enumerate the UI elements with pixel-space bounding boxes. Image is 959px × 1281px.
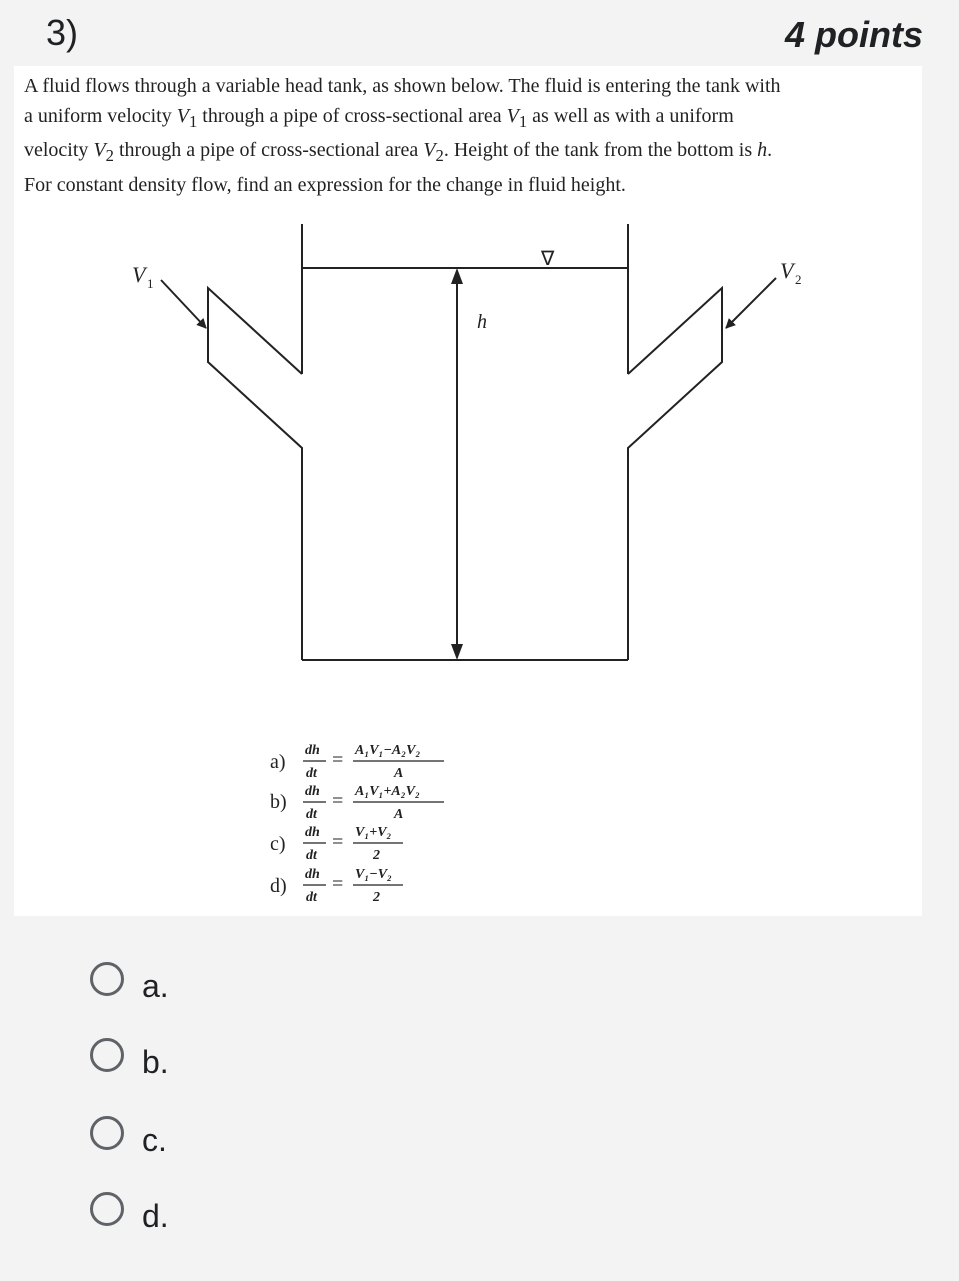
free-surface-symbol: ∇ [541, 248, 555, 270]
prompt-line-3b: through a pipe of cross-sectional area [113, 139, 424, 161]
option-c-label: c. [142, 1122, 167, 1158]
option-b[interactable] [90, 1036, 169, 1080]
prompt-line-4: For constant density flow, find an expression for the change in fluid height. [24, 173, 626, 196]
option-a[interactable] [90, 960, 169, 1004]
question-number: 3) [46, 12, 79, 53]
prompt-v1-sub: 1 [188, 111, 198, 131]
prompt-v1b-sub: 1 [518, 111, 528, 131]
equation-d [270, 867, 403, 905]
height-arrow-bottom [451, 644, 463, 660]
option-d[interactable] [90, 1190, 169, 1234]
tank-outline [161, 224, 776, 660]
question-points: 4 points [784, 14, 923, 55]
label-v2-sub: 2 [795, 272, 802, 287]
eq-c-letter: c) [270, 833, 286, 855]
prompt-line-1: A fluid flows through a variable head tank, as shown below. The fluid is entering the tank with [24, 75, 781, 97]
prompt-h: h [757, 139, 768, 161]
eq-d-letter: d) [270, 875, 287, 897]
prompt-v2b: V [423, 139, 436, 161]
prompt-v1b: V [506, 104, 519, 127]
radio-circle-icon[interactable] [90, 1116, 124, 1150]
prompt-line-3d: . [767, 139, 773, 161]
prompt-v2: V [93, 139, 106, 161]
eq-d-equals: = [332, 873, 344, 895]
prompt-v2b-sub: 2 [435, 146, 444, 165]
label-v2: V [780, 258, 794, 283]
prompt-line-2c: as well as with a uniform [527, 104, 734, 127]
eq-c-equals: = [332, 831, 344, 853]
equation-c [270, 825, 403, 863]
eq-d-rhs-den: 2 [373, 890, 380, 905]
eq-c-lhs-num: dh [305, 825, 320, 840]
option-d-label: d. [142, 1198, 169, 1234]
label-v1: V [132, 262, 146, 287]
option-c[interactable] [90, 1114, 167, 1158]
prompt-line-3a: velocity [24, 139, 94, 161]
prompt-v1: V [176, 104, 189, 127]
eq-a-rhs-den: A [394, 766, 404, 781]
label-v1-sub: 1 [147, 276, 154, 291]
v2-arrow [726, 278, 776, 328]
eq-b-letter: b) [270, 791, 287, 813]
option-b-label: b. [142, 1044, 169, 1080]
left-inlet-pipe [208, 288, 302, 660]
radio-circle-icon[interactable] [90, 1038, 124, 1072]
height-arrow-top [451, 268, 463, 284]
eq-c-lhs-den: dt [306, 848, 317, 863]
eq-b-lhs-den: dt [306, 807, 317, 822]
eq-a-lhs-den: dt [306, 766, 317, 781]
prompt-line-2a: a uniform velocity [24, 104, 177, 127]
radio-circle-icon[interactable] [90, 1192, 124, 1226]
label-h: h [477, 311, 487, 333]
eq-d-lhs-num: dh [305, 867, 320, 882]
eq-d-lhs-den: dt [306, 890, 317, 905]
prompt-v2-sub: 2 [105, 146, 114, 165]
prompt-line-2b: through a pipe of cross-sectional area [197, 104, 507, 127]
eq-a-lhs-num: dh [305, 743, 320, 758]
eq-c-rhs-den: 2 [373, 848, 380, 863]
prompt-line-3c: . Height of the tank from the bottom is [443, 139, 758, 161]
question-image-card [14, 66, 922, 916]
right-inlet-pipe [628, 288, 722, 660]
eq-b-rhs-den: A [394, 807, 404, 822]
equation-a [270, 743, 444, 781]
eq-a-letter: a) [270, 751, 286, 773]
option-a-label: a. [142, 968, 169, 1004]
eq-a-rhs-num: A₁V₁−A₂V₂ [355, 743, 421, 758]
eq-b-equals: = [332, 790, 344, 812]
eq-d-rhs-num: V₁−V₂ [355, 867, 392, 882]
tank-diagram [14, 66, 922, 916]
eq-c-rhs-num: V₁+V₂ [355, 825, 392, 840]
equation-b [270, 784, 444, 822]
radio-circle-icon[interactable] [90, 962, 124, 996]
eq-a-equals: = [332, 749, 344, 771]
eq-b-rhs-num: A₁V₁+A₂V₂ [355, 784, 420, 799]
v1-arrow [161, 280, 206, 328]
eq-b-lhs-num: dh [305, 784, 320, 799]
